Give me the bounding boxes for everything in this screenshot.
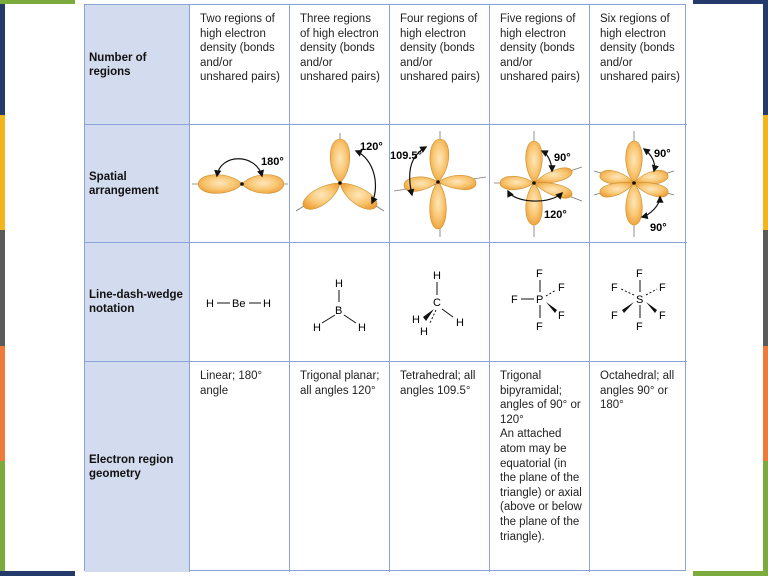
octahedral-orbital-diagram (590, 125, 687, 243)
lobe-top (526, 141, 543, 183)
bipyramidal-orbital-diagram (490, 125, 590, 243)
spatial-trigonal-planar (290, 125, 390, 243)
atom-be: Be (232, 298, 246, 310)
atom-f-bottom: F (536, 321, 543, 333)
trigonal-orbital-diagram (290, 125, 390, 243)
spatial-trigonal-bipyramidal (490, 125, 590, 243)
atom-b: B (335, 305, 343, 317)
atom-h-right: H (263, 298, 271, 310)
lobe-lower-left (303, 183, 340, 209)
sf6-structure (590, 243, 687, 362)
atom-h-bottom-left: H (313, 322, 321, 334)
atom-f-upper-right: F (558, 282, 565, 294)
atom-h-top: H (335, 278, 343, 290)
geometry-octahedral: Octahedral; all angles 90° or 180° (600, 370, 675, 412)
atom-f-bottom: F (636, 321, 643, 333)
lobe-top (430, 139, 449, 182)
atom-f-upper-right: F (659, 282, 666, 294)
geometry-bipyramidal-note: An attached atom may be equatorial (in the plane of the triangle) or axial (above or below the plane of the triangle). (500, 428, 582, 543)
right-color-stripe (763, 0, 768, 576)
row-header-spatial: Spatial arrangement (85, 125, 190, 243)
beh2-structure (190, 243, 290, 362)
atom-f-top: F (536, 268, 543, 280)
angle-label-90-bottom: 90° (650, 222, 667, 234)
atom-h-bottom: H (420, 326, 428, 338)
top-right-stripe (693, 0, 768, 4)
spatial-tetrahedral (390, 125, 490, 243)
atom-f-upper-left: F (611, 282, 618, 294)
atom-f-lower-right: F (659, 310, 666, 322)
lobe-bottom (526, 183, 543, 225)
lobe-right (438, 175, 476, 189)
bh3-structure (290, 243, 390, 362)
lobe-left (198, 175, 242, 194)
angle-label: 180° (261, 156, 284, 168)
geometry-bipyramidal-main: Trigonal bipyramidal; angles of 90° or 120° (500, 370, 581, 426)
linear-orbital-diagram (190, 125, 290, 243)
geometry-linear: Linear; 180° angle (190, 362, 290, 572)
lobe-left (500, 176, 534, 190)
atom-h-bottom-right: H (358, 322, 366, 334)
lobe-left (404, 177, 438, 192)
vsepr-table (84, 4, 686, 571)
col-header-two-regions: Two regions of high electron density (bonds and/or unshared pairs) (190, 5, 290, 125)
atom-f-lower-left: F (611, 310, 618, 322)
atom-p: P (536, 294, 544, 306)
ldw-sf6 (590, 243, 687, 362)
geometry-trigonal-bipyramidal (490, 362, 590, 572)
ldw-pf5 (490, 243, 590, 362)
col-header-three-regions: Three regions of high electron density (bonds and/or unshared pairs) (290, 5, 390, 125)
col-header-four-regions: Four regions of high electron density (bonds and/or unshared pairs) (390, 5, 490, 125)
atom-h-left: H (412, 314, 420, 326)
atom-h-top: H (433, 270, 441, 282)
row-header-ldw: Line-dash-wedge notation (85, 243, 190, 362)
tetrahedral-orbital-diagram (390, 125, 490, 243)
ldw-beh2 (190, 243, 290, 362)
lobe-top (330, 139, 350, 183)
lobe-bottom (626, 183, 643, 225)
lobe-lower-right (340, 183, 377, 209)
atom-h-right: H (456, 317, 464, 329)
ldw-bh3 (290, 243, 390, 362)
lobe-bottom (430, 182, 447, 229)
row-header-geometry: Electron region geometry (85, 362, 190, 572)
col-header-six-regions: Six regions of high electron density (bonds and/or unshared pairs) (590, 5, 687, 125)
angle-label-90-top: 90° (654, 148, 671, 160)
angle-label: 120° (360, 141, 383, 153)
atom-f-left: F (511, 294, 518, 306)
atom-c: C (433, 297, 441, 309)
col-header-five-regions: Five regions of high electron density (bonds and/or unshared pairs) (490, 5, 590, 125)
ldw-ch4 (390, 243, 490, 362)
spatial-linear (190, 125, 290, 243)
geometry-tetrahedral: Tetrahedral; all angles 109.5° (390, 362, 490, 572)
atom-f-lower-right: F (558, 310, 565, 322)
bottom-left-stripe (0, 571, 75, 576)
left-color-stripe (0, 0, 5, 576)
top-left-stripe (0, 0, 75, 4)
lobe-top (626, 141, 643, 183)
atom-s: S (636, 294, 644, 306)
row-header-regions: Number of regions (85, 5, 190, 125)
angle-label-120: 120° (544, 209, 567, 221)
pf5-structure (490, 243, 590, 362)
geometry-trigonal-planar: Trigonal planar; all angles 120° (290, 362, 390, 572)
spatial-octahedral (590, 125, 687, 243)
angle-label-90: 90° (554, 152, 571, 164)
lobe-right (242, 175, 284, 194)
bottom-right-stripe (693, 571, 768, 576)
angle-label: 109.5° (390, 150, 422, 162)
ch4-structure (390, 243, 490, 362)
atom-h-left: H (206, 298, 214, 310)
atom-f-top: F (636, 268, 643, 280)
